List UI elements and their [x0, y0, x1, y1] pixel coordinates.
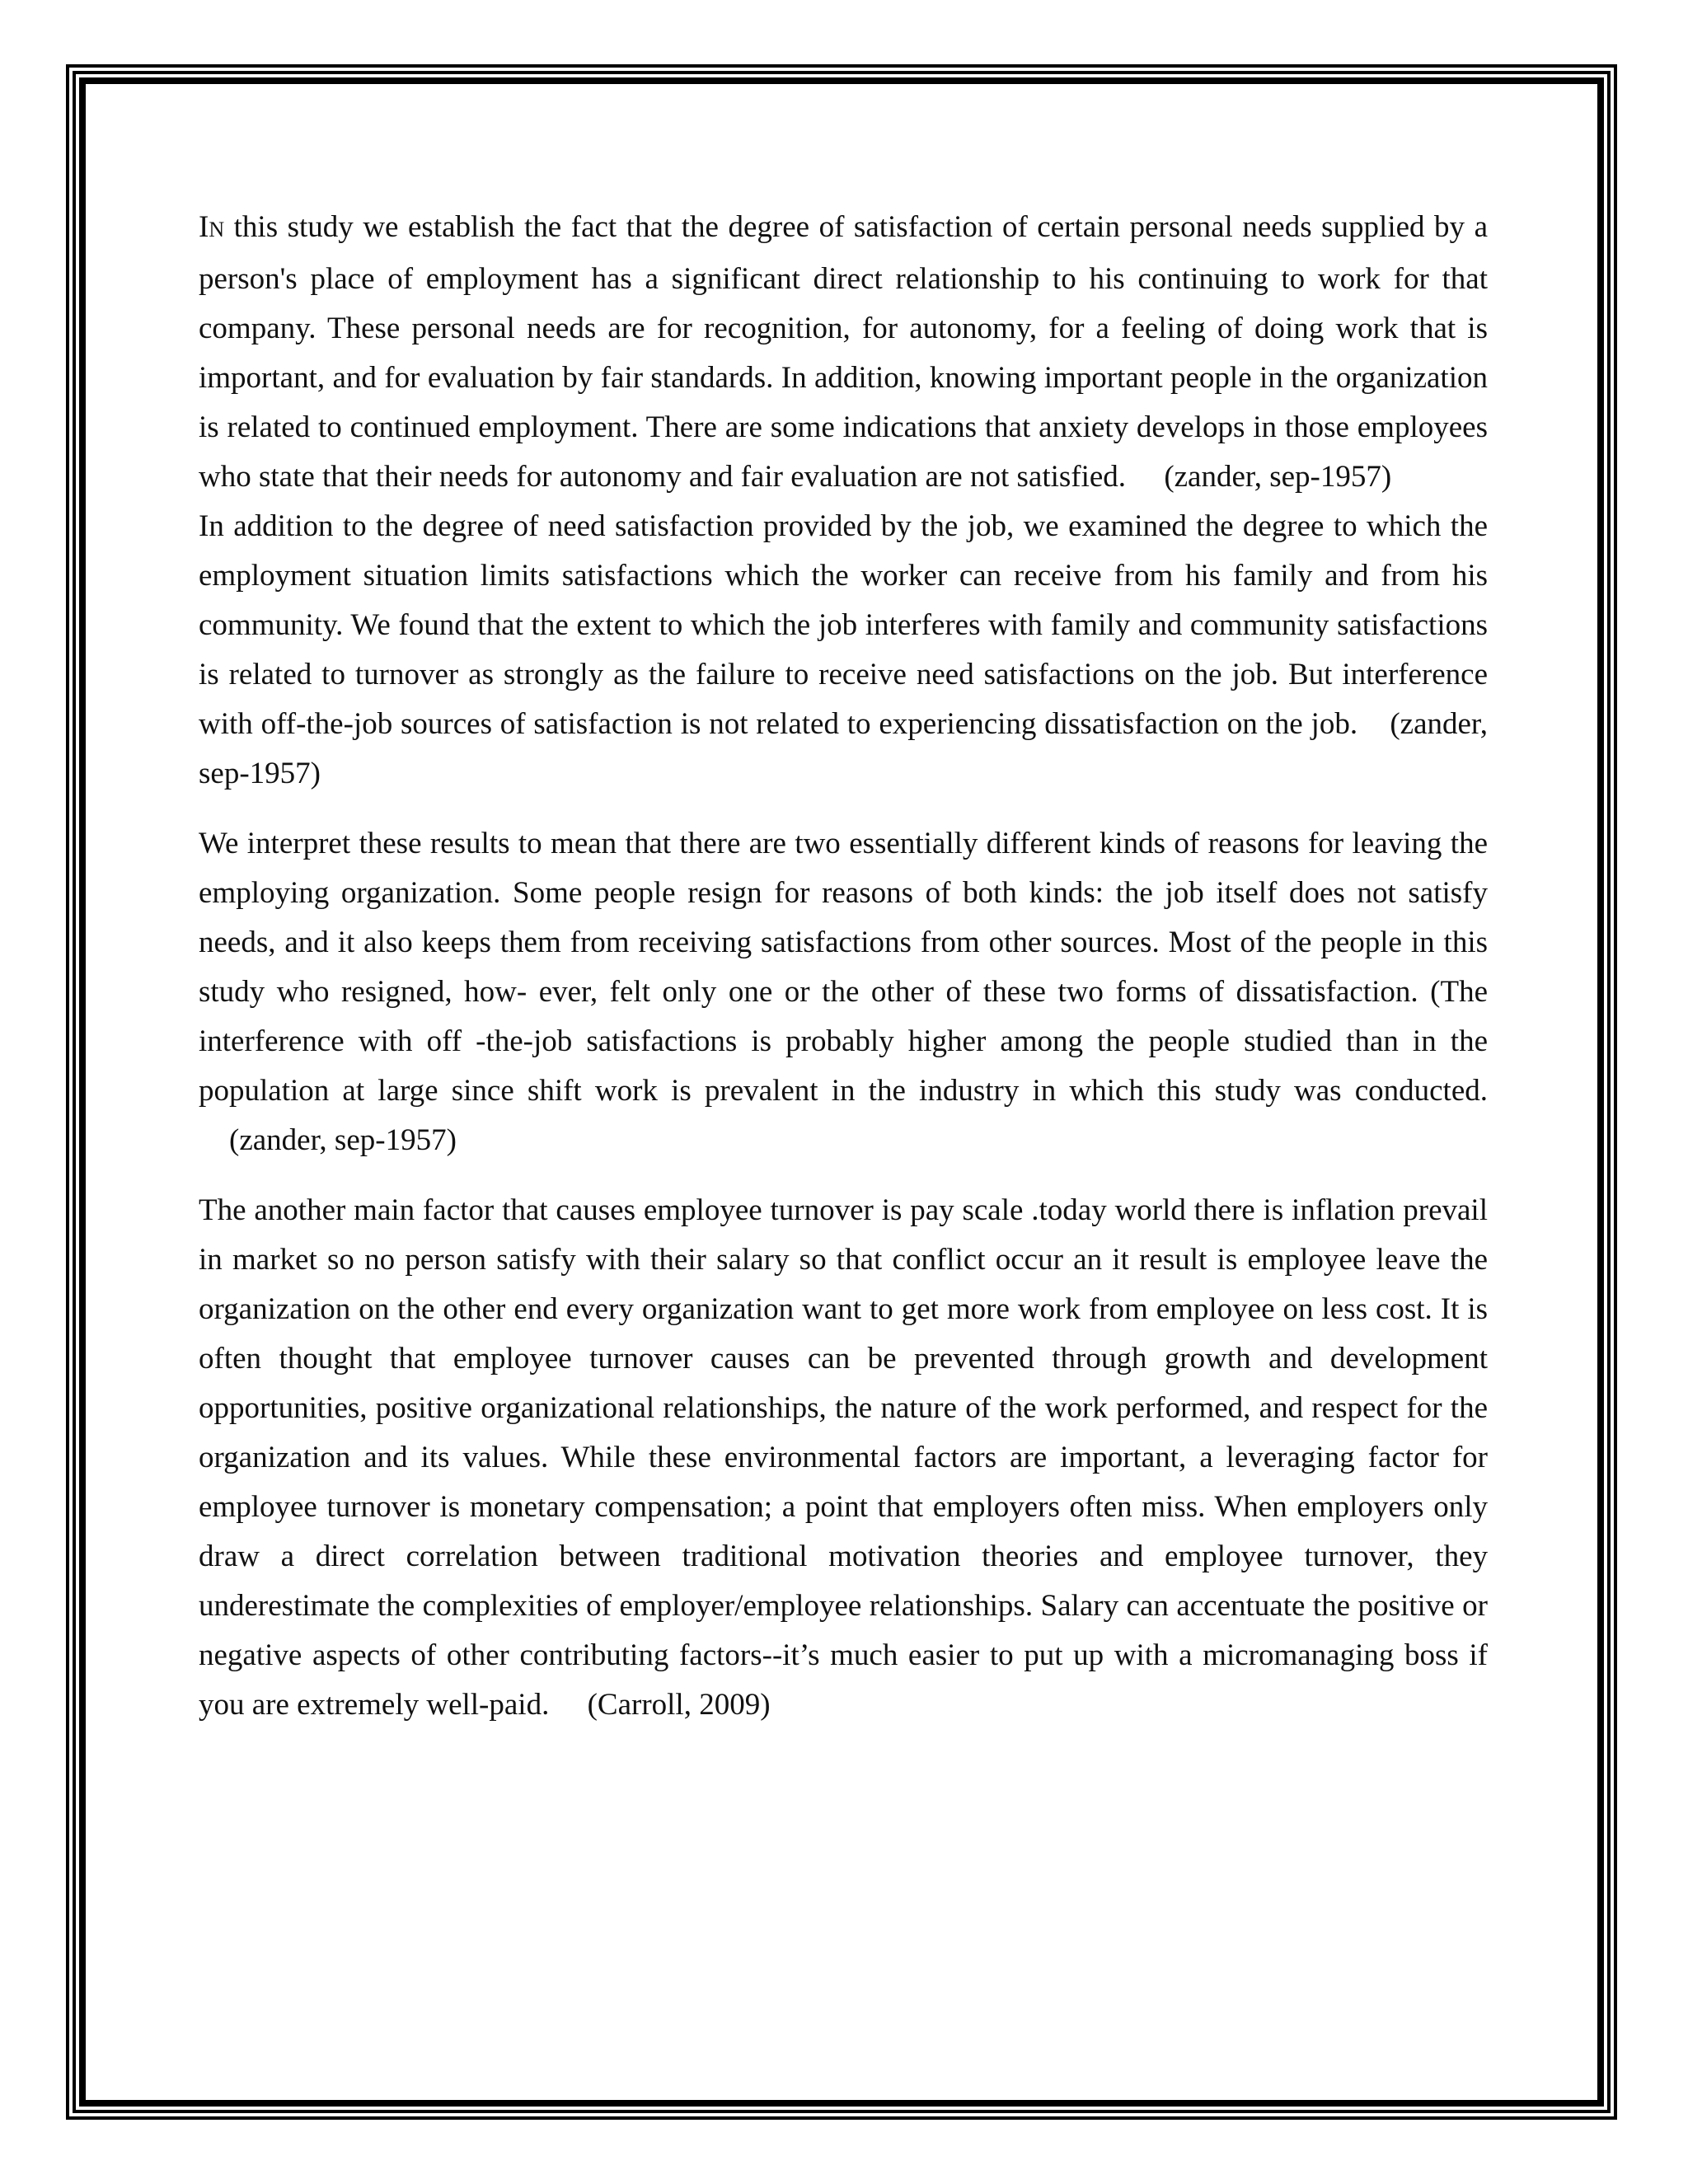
paragraph-2-text: In addition to the degree of need satisfaction provided by the job, we examined the degree to which the employment situation limits satisfactions which the worker can receive from his family and from his community. We found that the extent to which the job interferes with family and community satisfactions is related to turnover as strongly as the failure to receive need satisfactions on the job. But interference with off-the-job sources of satisfaction is not related to experiencing dissatisfaction on the job. — [199, 509, 1488, 741]
document-body — [199, 203, 1488, 1730]
paragraph-2-citation: (zander, sep-1957) — [199, 707, 1489, 790]
paragraph-1-smallcap: N — [209, 218, 225, 241]
paragraph-1-citation: (zander, sep-1957) — [1164, 460, 1392, 494]
paragraph-1-dropcap: I — [199, 210, 209, 244]
paragraph-1-text: this study we establish the fact that the degree of satisfaction of certain personal needs supplied by a person's place of employment has a significant direct relationship to his continuing to work for that company. These personal needs are for recognition, for autonomy, for a feeling of doing work that is important, and for evaluation by fair standards. In addition, knowing important people in the organization is related to continued employment. There are some indications that anxiety develops in those employees who state that their needs for autonomy and fair evaluation are not satisfied. — [199, 210, 1488, 494]
paragraph-3-citation: (zander, sep-1957) — [229, 1123, 457, 1157]
paragraph-4 — [199, 1186, 1488, 1730]
paragraph-3 — [199, 819, 1488, 1165]
paragraph-4-text: The another main factor that causes employee turnover is pay scale .today world there is inflation prevail in market so no person satisfy with their salary so that conflict occur an it result is employee leave the organization on the other end every organization want to get more work from employee on less cost. It is often thought that employee turnover causes can be prevented through growth and development opportunities, positive organizational relationships, the nature of the work performed, and respect for the organization and its values. While these environmental factors are important, a leveraging factor for employee turnover is monetary compensation; a point that employers often miss. When employers only draw a direct correlation between traditional motivation theories and employee turnover, they underestimate the complexities of employer/employee relationships. Salary can accentuate the positive or negative aspects of other contributing factors--it’s much easier to put up with a micromanaging boss if you are extremely well-paid. — [199, 1193, 1488, 1722]
paragraph-1 — [199, 203, 1488, 502]
paragraph-2 — [199, 502, 1488, 799]
paragraph-3-text: We interpret these results to mean that there are two essentially different kinds of reasons for leaving the employing organization. Some people resign for reasons of both kinds: the job itself does not satisfy needs, and it also keeps them from receiving satisfactions from other sources. Most of the people in this study who resigned, how- ever, felt only one or the other of these two forms of dissatisfaction. (The interference with off -the-job satisfactions is probably higher among the people studied than in the population at large since shift work is prevalent in the industry in which this study was conducted. — [199, 827, 1488, 1108]
paragraph-4-citation: (Carroll, 2009) — [587, 1688, 771, 1722]
